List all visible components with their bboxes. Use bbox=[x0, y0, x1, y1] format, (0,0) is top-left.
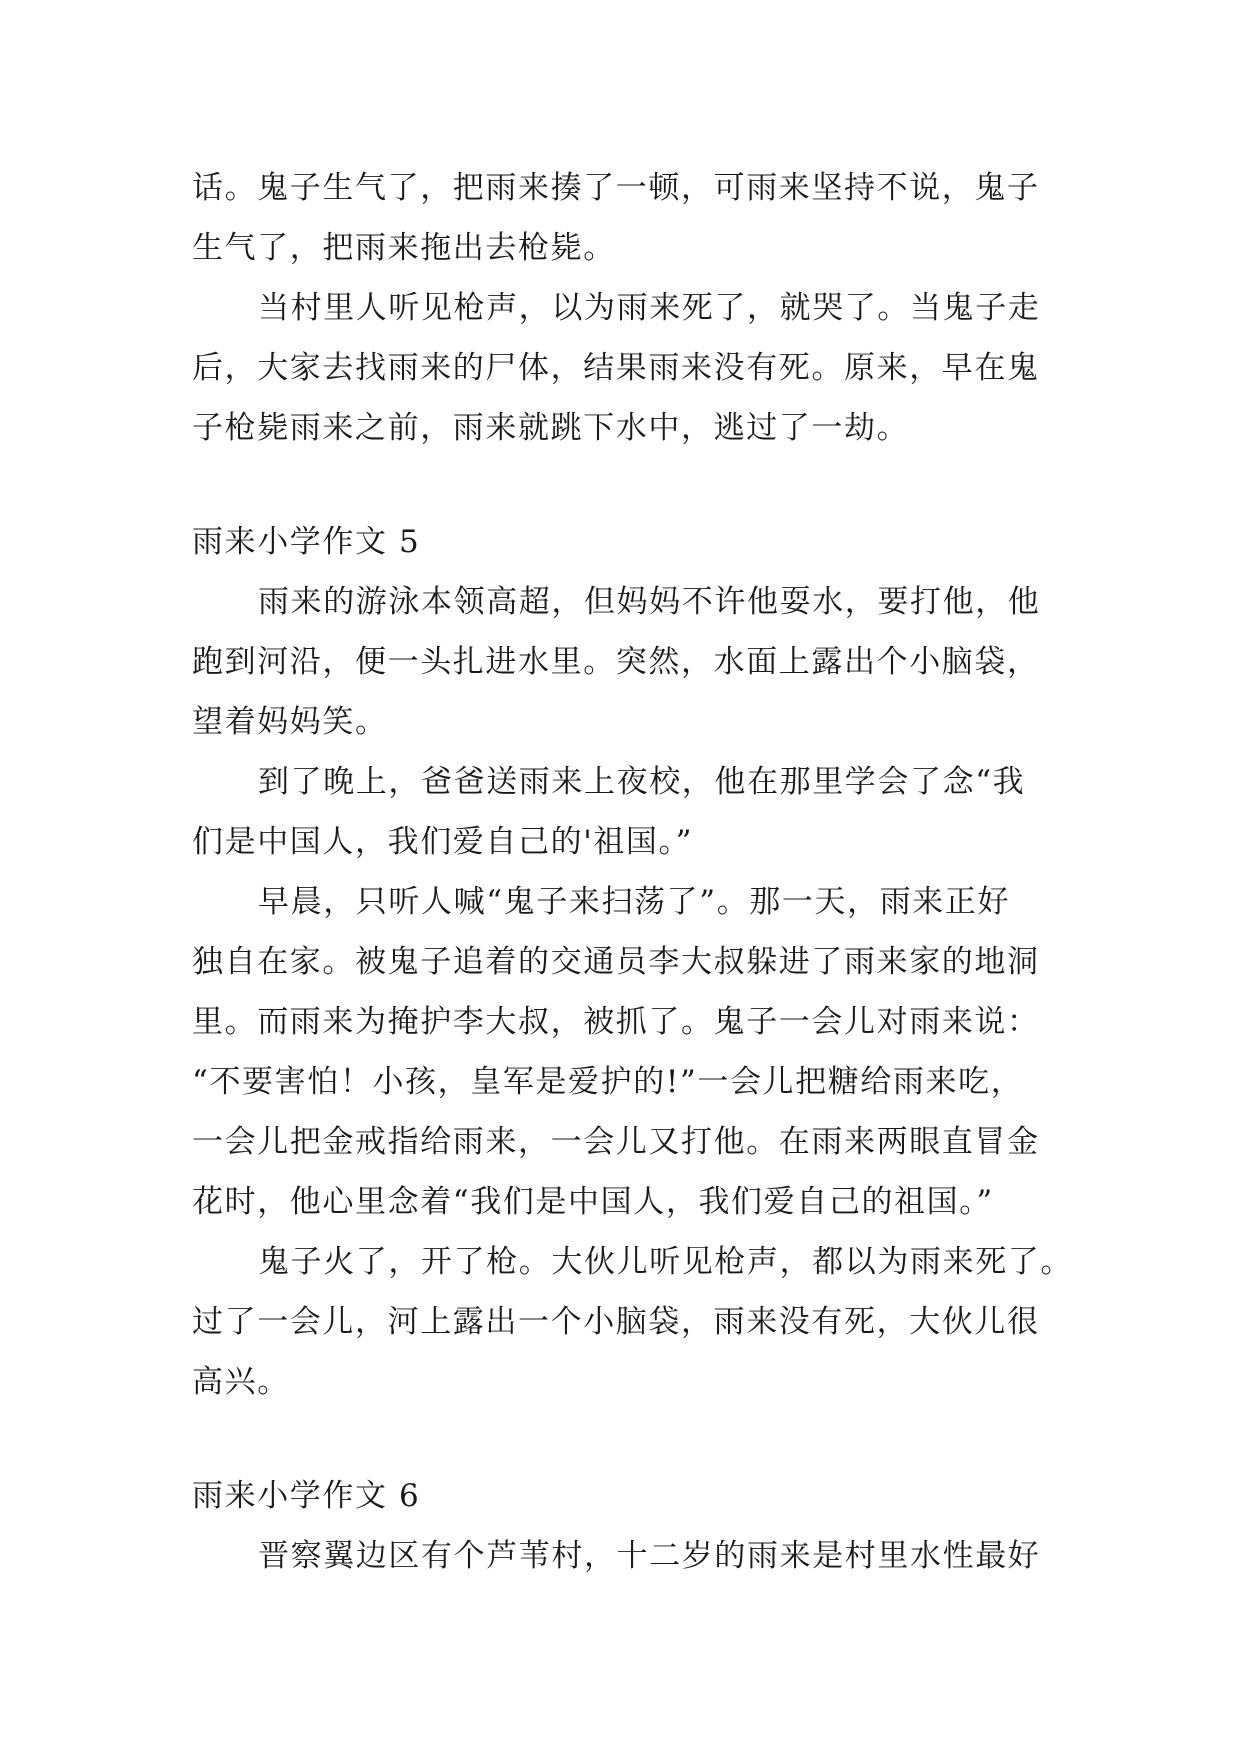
section-heading: 雨来小学作文 6 bbox=[192, 1478, 421, 1514]
paragraph-start-line: 早晨，只听人喊“鬼子来扫荡了”。那一天，雨来正好 bbox=[258, 884, 1011, 920]
text-line: 话。鬼子生气了，把雨来揍了一顿，可雨来坚持不说，鬼子 bbox=[192, 170, 1040, 206]
text-line: 生气了，把雨来拖出去枪毙。 bbox=[192, 230, 616, 266]
section-heading: 雨来小学作文 5 bbox=[192, 524, 421, 560]
text-line: 高兴。 bbox=[192, 1364, 290, 1400]
section-essay-6 bbox=[192, 1466, 1052, 1586]
text-line: 们是中国人，我们爱自己的'祖国。” bbox=[192, 824, 694, 860]
paragraph-start-line: 鬼子火了，开了枪。大伙儿听见枪声，都以为雨来死了。 bbox=[258, 1244, 1073, 1280]
paragraph-start-line: 晋察翼边区有个芦苇村，十二岁的雨来是村里水性最好 bbox=[258, 1538, 1041, 1574]
text-line: 一会儿把金戒指给雨来，一会儿又打他。在雨来两眼直冒金 bbox=[192, 1124, 1040, 1160]
text-line: 里。而雨来为掩护李大叔，被抓了。鬼子一会儿对雨来说： bbox=[192, 1004, 1040, 1040]
paragraph-start-line: 到了晚上，爸爸送雨来上夜校，他在那里学会了念“我 bbox=[258, 764, 1026, 800]
document-page bbox=[192, 158, 1073, 1586]
text-line: 子枪毙雨来之前，雨来就跳下水中，逃过了一劫。 bbox=[192, 410, 910, 446]
section-gap bbox=[192, 1412, 1052, 1466]
section-gap bbox=[192, 458, 1052, 512]
text-line: 独自在家。被鬼子追着的交通员李大叔躲进了雨来家的地洞 bbox=[192, 944, 1040, 980]
paragraph-start-line: 雨来的游泳本领高超，但妈妈不许他耍水，要打他，他 bbox=[258, 584, 1041, 620]
text-line: 跑到河沿，便一头扎进水里。突然，水面上露出个小脑袋， bbox=[192, 644, 1040, 680]
text-line: 后，大家去找雨来的尸体，结果雨来没有死。原来，早在鬼 bbox=[192, 350, 1040, 386]
paragraph-start-line: 当村里人听见枪声，以为雨来死了，就哭了。当鬼子走 bbox=[258, 290, 1041, 326]
section-essay-5 bbox=[192, 512, 1073, 1412]
text-line: 望着妈妈笑。 bbox=[192, 704, 388, 740]
section-continuation bbox=[192, 158, 1052, 458]
text-line: 过了一会儿，河上露出一个小脑袋，雨来没有死，大伙儿很 bbox=[192, 1304, 1040, 1340]
text-line: 花时，他心里念着“我们是中国人，我们爱自己的祖国。” bbox=[192, 1184, 994, 1220]
text-line: “不要害怕！小孩，皇军是爱护的!”一会儿把糖给雨来吃， bbox=[192, 1064, 1024, 1100]
